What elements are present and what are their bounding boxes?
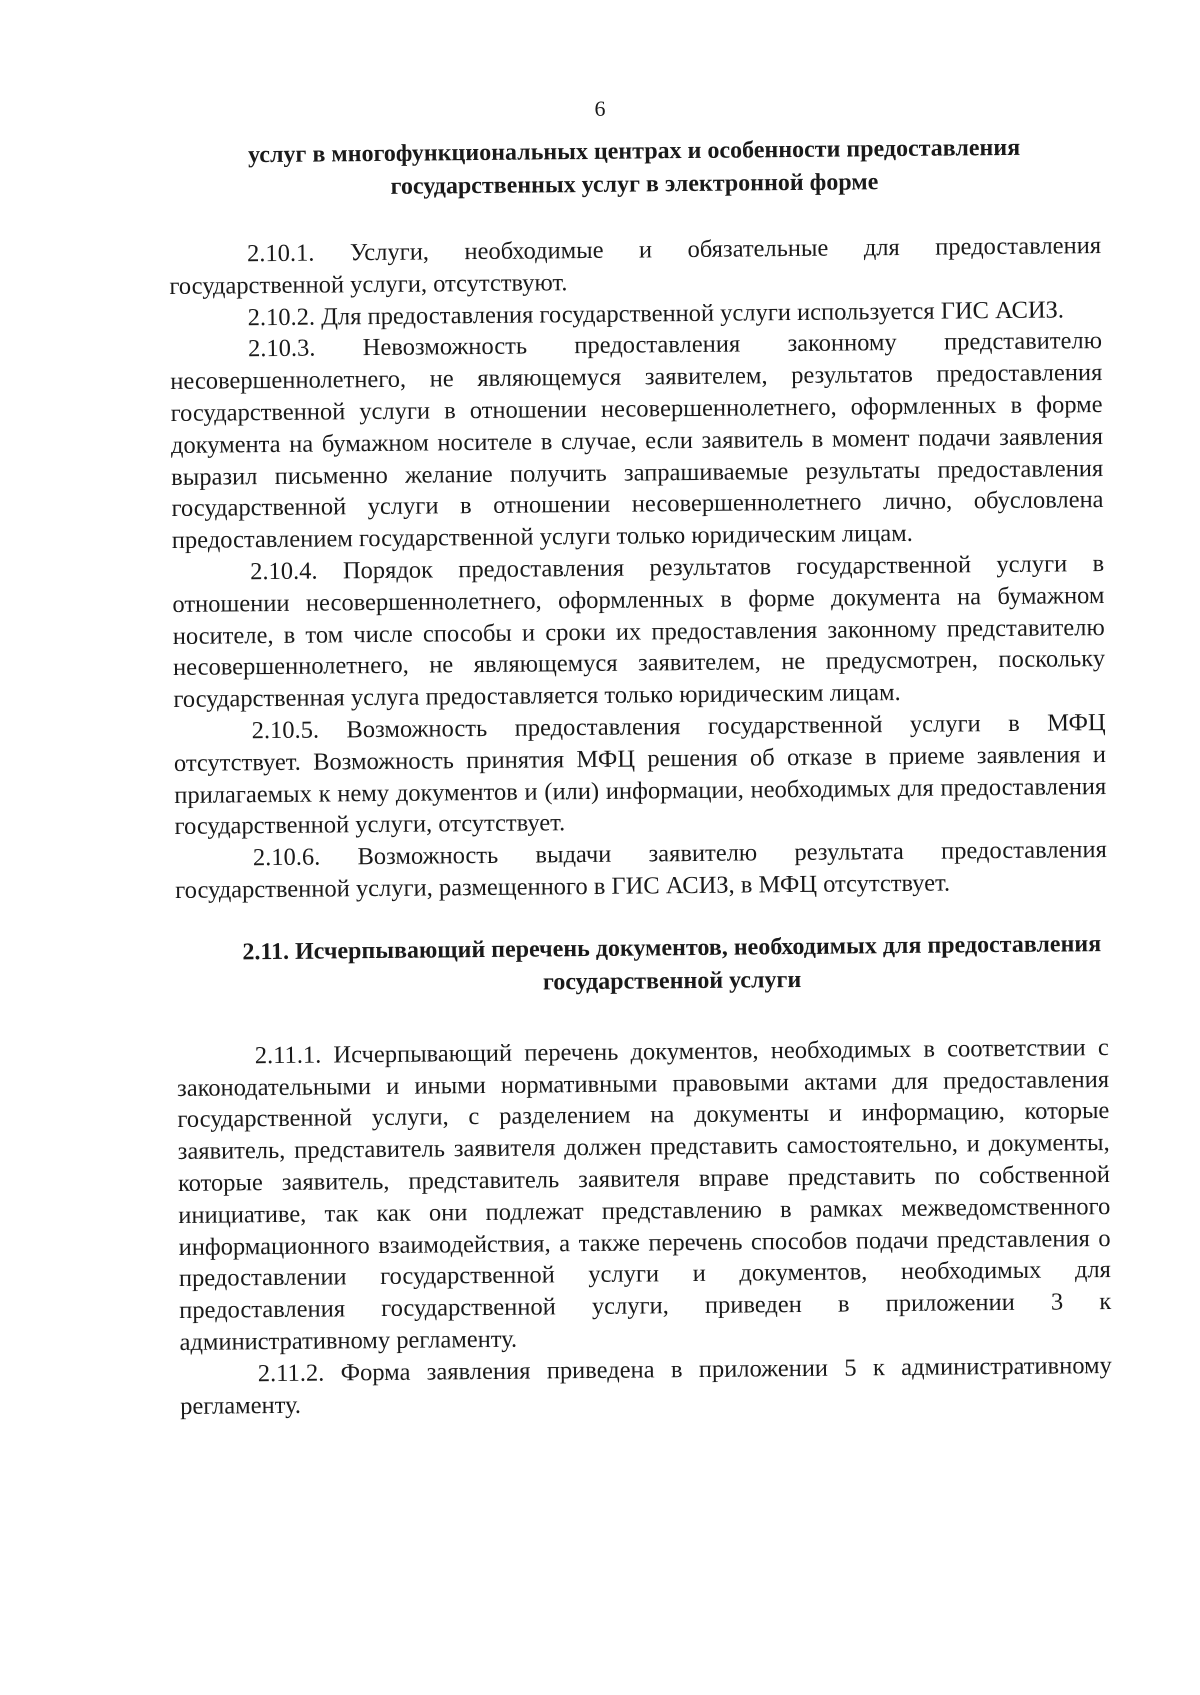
- section-2-11-heading: 2.11. Исчерпывающий перечень документов, необходимых для предоставления государственной услуги: [242, 930, 1102, 996]
- paragraph-2-10-3: 2.10.3. Невозможность предоставления законному представителю несовершеннолетнего, не являющемуся заявителем, результатов предоставления государственной услуги в отношении несовершеннолетнего, оформленных в форме документа на бумажном носителе в случае, если заявитель в момент подачи заявления выразил письменно желание получить запрашиваемые результаты предоставления государственной услуги в отношении несовершеннолетнего лично, обусловлена предоставлением государственной услуги только юридическим лицам.: [170, 327, 1104, 555]
- paragraph-2-10-6: 2.10.6. Возможность выдачи заявителю результата предоставления государственной услуги, размещенного в ГИС АСИЗ, в МФЦ отсутствует.: [175, 836, 1107, 904]
- paragraph-2-11-2: 2.11.2. Форма заявления приведена в приложении 5 к административному регламенту.: [180, 1351, 1112, 1420]
- paragraph-2-10-4: 2.10.4. Порядок предоставления результатов государственной услуги в отношении несовершеннолетнего, оформленных в форме документа на бумажном носителе, в том числе способы и сроки их предоставления законному представителю несовершеннолетнего, не являющемуся заявителем, не предусмотрен, поскольку государственная услуга предоставляется только юридическим лицам.: [172, 550, 1106, 714]
- section-2-10-heading: услуг в многофункциональных центрах и особенности предоставления государственных услуг в электронной форме: [247, 134, 1021, 200]
- paragraph-2-10-2: 2.10.2. Для предоставления государственной услуги используется ГИС АСИЗ.: [247, 296, 1065, 331]
- paragraph-2-10-5: 2.10.5. Возможность предоставления государственной услуги в МФЦ отсутствует. Возможность принятия МФЦ решения об отказе в приеме заявления и прилагаемых к нему документов и (или) информации, необходимых для предоставления государственной услуги, отсутствует.: [173, 708, 1107, 841]
- page-number: 6: [594, 96, 606, 121]
- paragraph-2-10-1: 2.10.1. Услуги, необходимые и обязательные для предоставления государственной услуги, отсутствуют.: [169, 232, 1102, 300]
- paragraph-2-11-1: 2.11.1. Исчерпывающий перечень документов, необходимых в соответствии с законодательными и иными нормативными правовыми актами для предоставления государственной услуги, с разделением на документы и информацию, которые заявитель, представитель заявителя должен представить самостоятельно, и документы, которые заявитель, представитель заявителя вправе представить по собственной инициативе, так как они подлежат представлению в рамках межведомственного информационного взаимодействия, а также перечень способов подачи представления о предоставлении государственной услуги и документов, необходимых для предоставления государственной услуги, приведен в приложении 3 к административному регламенту.: [176, 1033, 1112, 1356]
- document-body: [168, 131, 1112, 1422]
